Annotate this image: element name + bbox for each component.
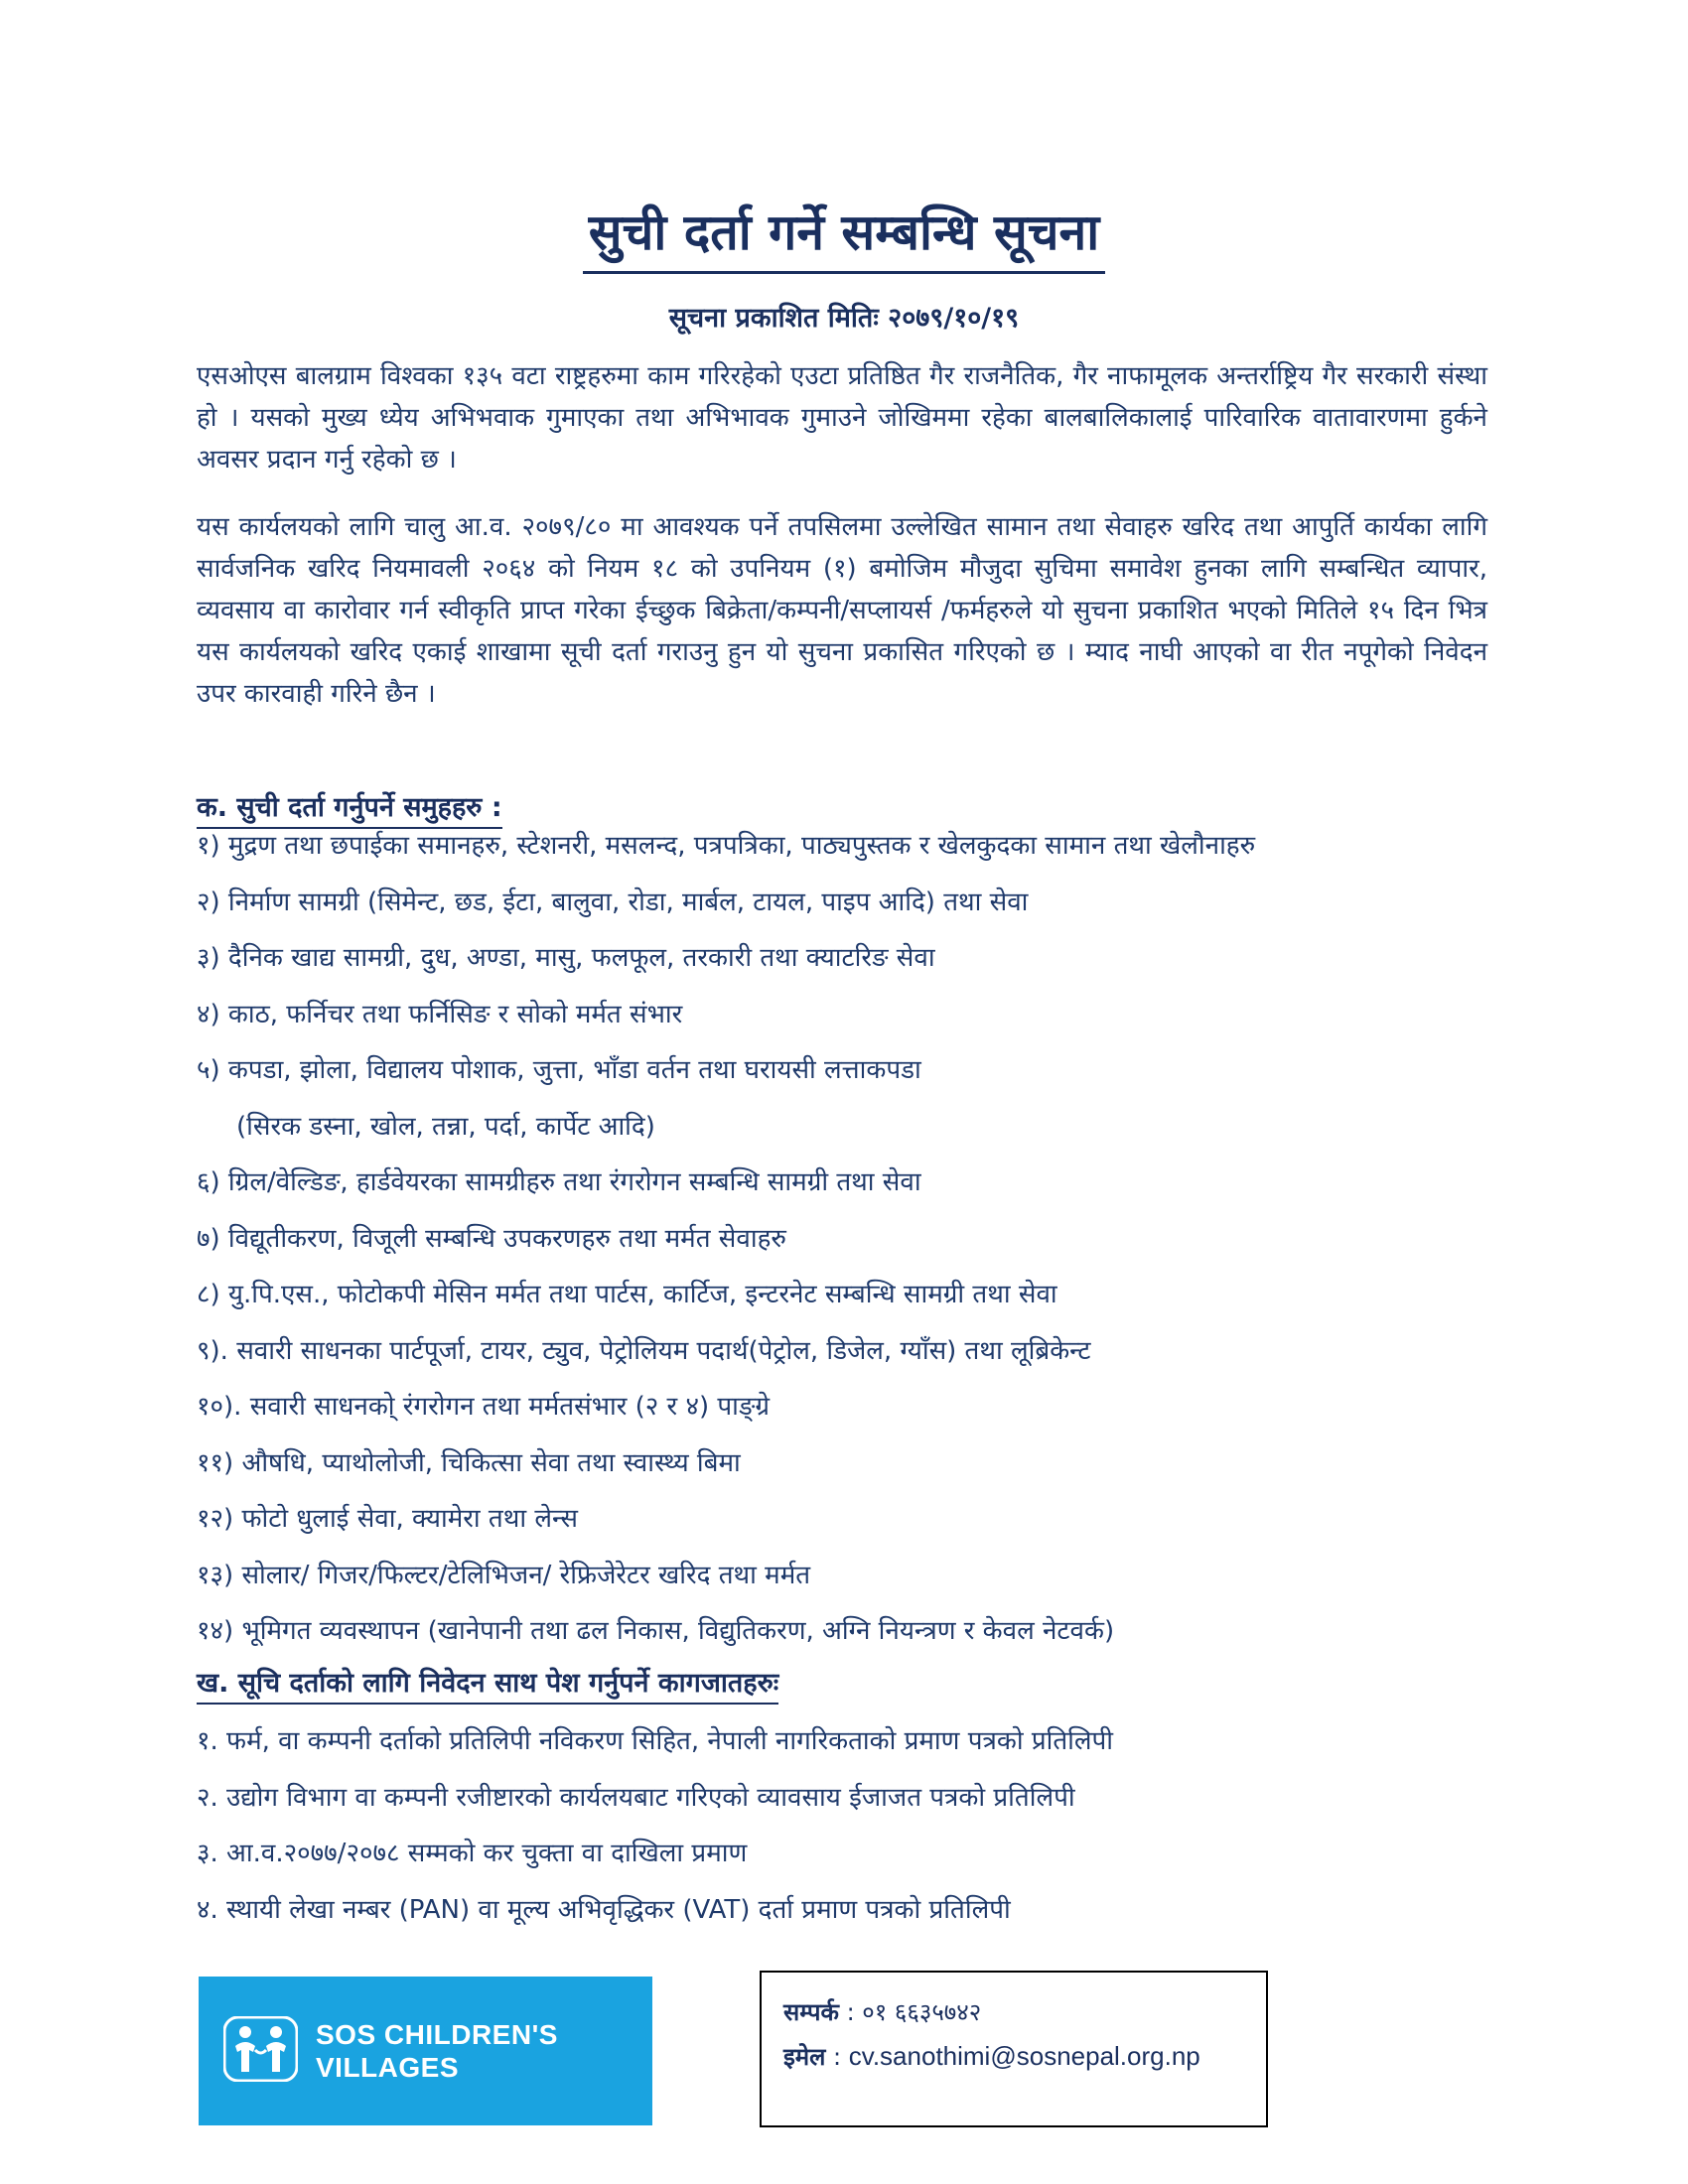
email-separator: :	[825, 2043, 849, 2071]
email-link[interactable]: cv.sanothimi@sosnepal.org.np	[848, 2041, 1200, 2071]
list-item: ७) विद्यूतीकरण, विजूली सम्बन्धि उपकरणहरु तथा मर्मत सेवाहरु	[197, 1223, 786, 1254]
phone-label: सम्पर्क	[783, 1998, 839, 2026]
notice-title	[0, 197, 1688, 264]
list-item: १२) फोटो धुलाई सेवा, क्यामेरा तथा लेन्स	[197, 1504, 578, 1534]
list-item: ४. स्थायी लेखा नम्बर (PAN) वा मूल्य अभिवृद्धिकर (VAT) दर्ता प्रमाण पत्रको प्रतिलिपी	[197, 1895, 1011, 1926]
section-b-list	[197, 1713, 1507, 1939]
sos-children-icon	[223, 2016, 298, 2082]
list-item: १) मुद्रण तथा छपाईका समानहरु, स्टेशनरी, मसलन्द, पत्रपत्रिका, पाठ्यपुस्तक र खेलकुदका सामान तथा खेलौनाहरु	[197, 831, 1256, 861]
list-item: ३) दैनिक खाद्य सामग्री, दुध, अण्डा, मासु, फलफूल, तरकारी तथा क्याटरिङ सेवा	[197, 943, 935, 973]
list-item: ९). सवारी साधनका पार्टपूर्जा, टायर, ट्युव, पेट्रोलियम पदार्थ(पेट्रोल, डिजेल, ग्याँस) तथा लूब्रिकेन्ट	[197, 1335, 1091, 1366]
list-item: ८) यु.पि.एस., फोटोकपी मेसिन मर्मत तथा पार्टस, कार्टिज, इन्टरनेट सम्बन्धि सामग्री तथा सेवा	[197, 1280, 1057, 1309]
sos-logo	[199, 1977, 652, 2125]
published-date: सूचना प्रकाशित मितिः २०७९/१०/१९	[668, 303, 1020, 334]
contact-email	[783, 2034, 1244, 2079]
intro-paragraph: एसओएस बालग्राम विश्वका १३५ वटा राष्ट्रहरुमा काम गरिरहेको एउटा प्रतिष्ठित गैर राजनैतिक, गैर नाफामूलक अन्तर्राष्ट्रिय गैर सरकारी संस्था हो । यसको मुख्य ध्येय अभिभवाक गुमाएका तथा अभिभावक गुमाउने जोखिममा रहेका बालबालिकालाई पारिवारिक वातावारणमा हुर्कने अवसर प्रदान गर्नु रहेको छ ।	[197, 361, 1487, 475]
section-a-list	[197, 818, 1507, 1660]
section-b-heading	[197, 1663, 778, 1700]
list-item: ३. आ.व.२०७७/२०७८ सम्मको कर चुक्ता वा दाखिला प्रमाण	[197, 1839, 748, 1869]
logo-line-1: SOS CHILDREN'S	[316, 2019, 558, 2050]
list-item-continuation: (सिरक डस्ना, खोल, तन्ना, पर्दा, कार्पेट आदि)	[236, 1111, 655, 1142]
section-a-heading-text: क. सुची दर्ता गर्नुपर्ने समुहहरु :	[197, 792, 502, 829]
list-item: ६) ग्रिल/वेल्डिङ, हार्डवेयरका सामग्रीहरु तथा रंगरोगन सम्बन्धि सामग्री तथा सेवा	[197, 1167, 921, 1197]
notice-title-text: सुची दर्ता गर्ने सम्बन्धि सूचना	[583, 204, 1105, 274]
notice-body-paragraph: यस कार्यलयको लागि चालु आ.व. २०७९/८० मा आवश्यक पर्ने तपसिलमा उल्लेखित सामान तथा सेवाहरु खरिद तथा आपुर्ति कार्यका लागि सार्वजनिक खरिद नियमावली २०६४ को नियम १८ को उपनियम (१) बमोजिम मौजुदा सुचिमा समावेश हुनका लागि सम्बन्धित व्यापार, व्यवसाय वा कारोवार गर्न स्वीकृति प्राप्त गरेका ईच्छुक बिक्रेता/कम्पनी/सप्लायर्स /फर्महरुले यो सुचना प्रकाशित भएको मितिले १५ दिन भित्र यस कार्यलयको खरिद एकाई शाखामा सूची दर्ता गराउनु हुन यो सुचना प्रकासित गरिएको छ । म्याद नाघी आएको वा रीत नपूगेको निवेदन उपर कारवाही गरिने छैन ।	[197, 512, 1487, 709]
list-item: २. उद्योग विभाग वा कम्पनी रजीष्टारको कार्यलयबाट गरिएको व्यावसाय ईजाजत पत्रको प्रतिलिपी	[197, 1782, 1075, 1813]
list-item: ४) काठ, फर्निचर तथा फर्निसिङ र सोको मर्मत संभार	[197, 999, 683, 1029]
list-item: ५) कपडा, झोला, विद्यालय पोशाक, जुत्ता, भाँडा वर्तन तथा घरायसी लत्ताकपडा	[197, 1055, 921, 1085]
list-item: १४) भूमिगत व्यवस्थापन (खानेपानी तथा ढल निकास, विद्युतिकरण, अग्नि नियन्त्रण र केवल नेटवर्क)	[197, 1616, 1115, 1646]
list-item: १३) सोलार/ गिजर/फिल्टर/टेलिभिजन/ रेफ्रिजेरेटर खरिद तथा मर्मत	[197, 1560, 811, 1590]
section-b-heading-text: ख. सूचि दर्ताको लागि निवेदन साथ पेश गर्नुपर्ने कागजातहरुः	[197, 1668, 778, 1705]
phone-value: : ०१ ६६३५७४२	[838, 1998, 982, 2026]
list-item: १०). सवारी साधनको् रंगरोगन तथा मर्मतसंभार (२ र ४) पाङ्ग्रे	[197, 1392, 771, 1422]
list-item: १. फर्म, वा कम्पनी दर्ताको प्रतिलिपी नविकरण सिहित, नेपाली नागरिकताको प्रमाण पत्रको प्रतिलिपी	[197, 1726, 1114, 1756]
email-label: इमेल	[783, 2043, 826, 2071]
list-item: २) निर्माण सामग्री (सिमेन्ट, छड, ईटा, बालुवा, रोडा, मार्बल, टायल, पाइप आदि) तथा सेवा	[197, 887, 1029, 917]
logo-line-2: VILLAGES	[316, 2052, 460, 2083]
list-item: ११) औषधि, प्याथोलोजी, चिकित्सा सेवा तथा स्वास्थ्य बिमा	[197, 1447, 741, 1478]
contact-box	[760, 1971, 1268, 2127]
contact-phone	[783, 1990, 1244, 2034]
logo-text	[316, 2018, 558, 2084]
